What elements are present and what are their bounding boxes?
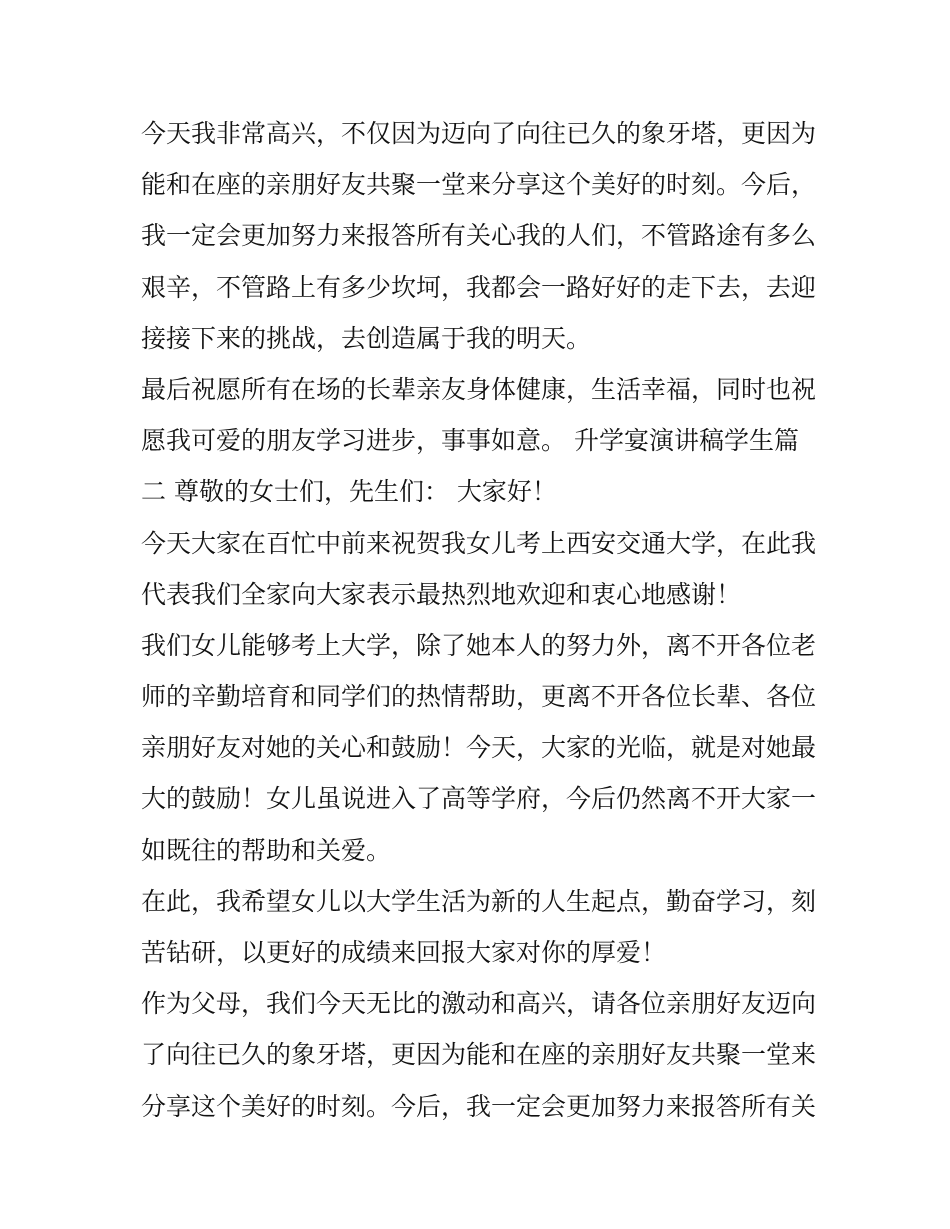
text-line: 如既往的帮助和关爱。 (141, 835, 392, 865)
text-line: 二 尊敬的女士们，先生们： 大家好！ (141, 477, 557, 507)
text-line: 师的辛勤培育和同学们的热情帮助，更离不开各位长辈、各位 (141, 682, 817, 712)
text-line: 能和在座的亲朋好友共聚一堂来分享这个美好的时刻。今后， (141, 170, 817, 200)
text-line: 大的鼓励！女儿虽说进入了高等学府，今后仍然离不开大家一 (141, 784, 817, 814)
text-line: 代表我们全家向大家表示最热烈地欢迎和衷心地感谢！ (141, 579, 742, 609)
text-line: 最后祝愿所有在场的长辈亲友身体健康，生活幸福，同时也祝 (141, 374, 817, 404)
text-line: 了向往已久的象牙塔，更因为能和在座的亲朋好友共聚一堂来 (141, 1040, 817, 1070)
document-body (141, 108, 817, 1132)
text-line: 接接下来的挑战，去创造属于我的明天。 (141, 323, 592, 353)
text-line: 苦钻研，以更好的成绩来回报大家对你的厚爱！ (141, 938, 667, 967)
text-line: 亲朋好友对她的关心和鼓励！今天，大家的光临，就是对她最 (141, 733, 817, 763)
text-line: 愿我可爱的朋友学习进步，事事如意。 升学宴演讲稿学生篇 (141, 426, 799, 456)
text-line: 艰辛，不管路上有多少坎坷，我都会一路好好的走下去，去迎 (141, 272, 817, 302)
text-line: 今天我非常高兴，不仅因为迈向了向往已久的象牙塔，更因为 (141, 119, 817, 148)
text-line: 在此，我希望女儿以大学生活为新的人生起点，勤奋学习，刻 (141, 886, 817, 916)
text-line: 作为父母，我们今天无比的激动和高兴，请各位亲朋好友迈向 (141, 989, 817, 1019)
text-line: 我一定会更加努力来报答所有关心我的人们，不管路途有多么 (141, 221, 817, 251)
text-line: 我们女儿能够考上大学，除了她本人的努力外，离不开各位老 (141, 630, 817, 660)
text-line: 今天大家在百忙中前来祝贺我女儿考上西安交通大学，在此我 (141, 528, 817, 558)
text-line: 分享这个美好的时刻。今后，我一定会更加努力来报答所有关 (141, 1091, 817, 1121)
